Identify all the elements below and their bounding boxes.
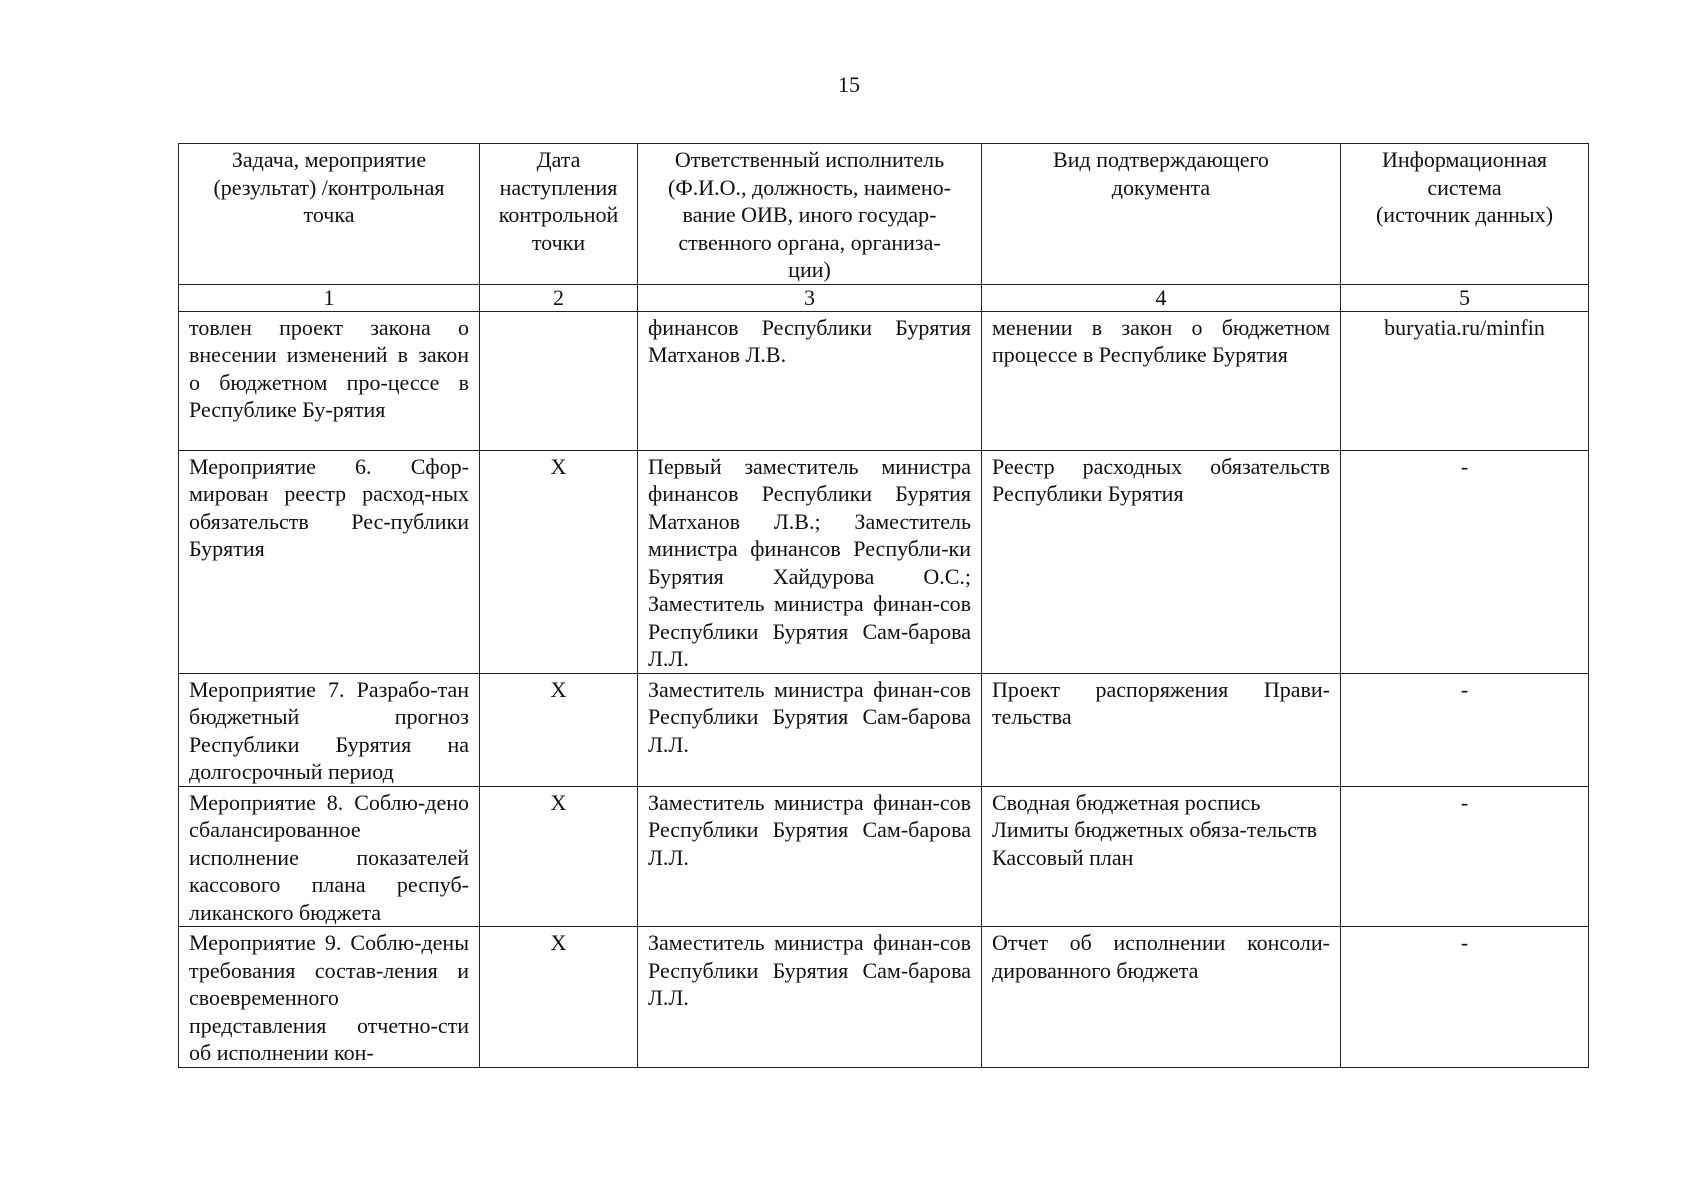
document-cell: Отчет об исполнении консоли-дированного бюджета — [982, 927, 1341, 1068]
source-cell: - — [1341, 673, 1589, 786]
task-cell: Мероприятие 9. Соблю-дены требования состав-ления и своевременного представления отчетно-сти об исполнении кон- — [179, 927, 480, 1068]
table-row — [179, 786, 1589, 927]
responsible-cell: Заместитель министра финан-сов Республики Бурятия Сам-барова Л.Л. — [638, 673, 982, 786]
column-number: 4 — [982, 284, 1341, 311]
header-row — [179, 144, 1589, 285]
column-number-row — [179, 284, 1589, 311]
date-cell: X — [480, 786, 638, 927]
table-row — [179, 927, 1589, 1068]
document-line: Лимиты бюджетных обяза-тельств — [992, 817, 1318, 842]
table-row — [179, 673, 1589, 786]
table-row — [179, 450, 1589, 673]
column-number: 2 — [480, 284, 638, 311]
source-cell: buryatia.ru/minfin — [1341, 311, 1589, 450]
control-points-table — [178, 143, 1589, 1068]
date-cell: X — [480, 450, 638, 673]
task-cell: Мероприятие 8. Соблю-дено сбалансированное исполнение показателей кассового плана респуб-ликанского бюджета — [179, 786, 480, 927]
column-number: 3 — [638, 284, 982, 311]
document-line: Кассовый план — [992, 844, 1134, 870]
responsible-cell: финансов Республики Бурятия Матханов Л.В. — [638, 311, 982, 450]
responsible-cell: Заместитель министра финан-сов Республики Бурятия Сам-барова Л.Л. — [638, 786, 982, 927]
document-cell: менении в закон о бюджетном процессе в Республике Бурятия — [982, 311, 1341, 450]
page-number: 15 — [838, 72, 860, 97]
document-line: Сводная бюджетная роспись — [992, 789, 1261, 815]
responsible-cell: Первый заместитель министра финансов Республики Бурятия Матханов Л.В.; Заместитель министра финансов Республи-ки Бурятия Хайдурова О.С.; Заместитель министра финан-сов Республики Бурятия Сам-барова Л.Л. — [638, 450, 982, 673]
task-cell: Мероприятие 6. Сфор-мирован реестр расход-ных обязательств Рес-публики Бурятия — [179, 450, 480, 673]
task-cell: Мероприятие 7. Разрабо-тан бюджетный прогноз Республики Бурятия на долгосрочный период — [179, 673, 480, 786]
document-cell: Проект распоряжения Прави-тельства — [982, 673, 1341, 786]
date-cell: X — [480, 673, 638, 786]
table-row — [179, 311, 1589, 450]
document-cell — [982, 786, 1341, 927]
header-date: Дата наступления контрольной точки — [480, 144, 638, 285]
header-responsible: Ответственный исполнитель (Ф.И.О., должность, наимено- вание ОИВ, иного государ- ственного органа, организа- ции) — [638, 144, 982, 285]
date-cell: X — [480, 927, 638, 1068]
column-number: 5 — [1341, 284, 1589, 311]
task-cell: товлен проект закона о внесении изменений в закон о бюджетном про-цессе в Республике Бу-рятия — [179, 311, 480, 450]
date-cell — [480, 311, 638, 450]
header-source: Информационная система (источник данных) — [1341, 144, 1589, 285]
header-document: Вид подтверждающего документа — [982, 144, 1341, 285]
source-cell: - — [1341, 786, 1589, 927]
source-cell: - — [1341, 927, 1589, 1068]
document-cell: Реестр расходных обязательств Республики Бурятия — [982, 450, 1341, 673]
source-cell: - — [1341, 450, 1589, 673]
responsible-cell: Заместитель министра финан-сов Республики Бурятия Сам-барова Л.Л. — [638, 927, 982, 1068]
column-number: 1 — [179, 284, 480, 311]
header-task: Задача, мероприятие (результат) /контрольная точка — [179, 144, 480, 285]
